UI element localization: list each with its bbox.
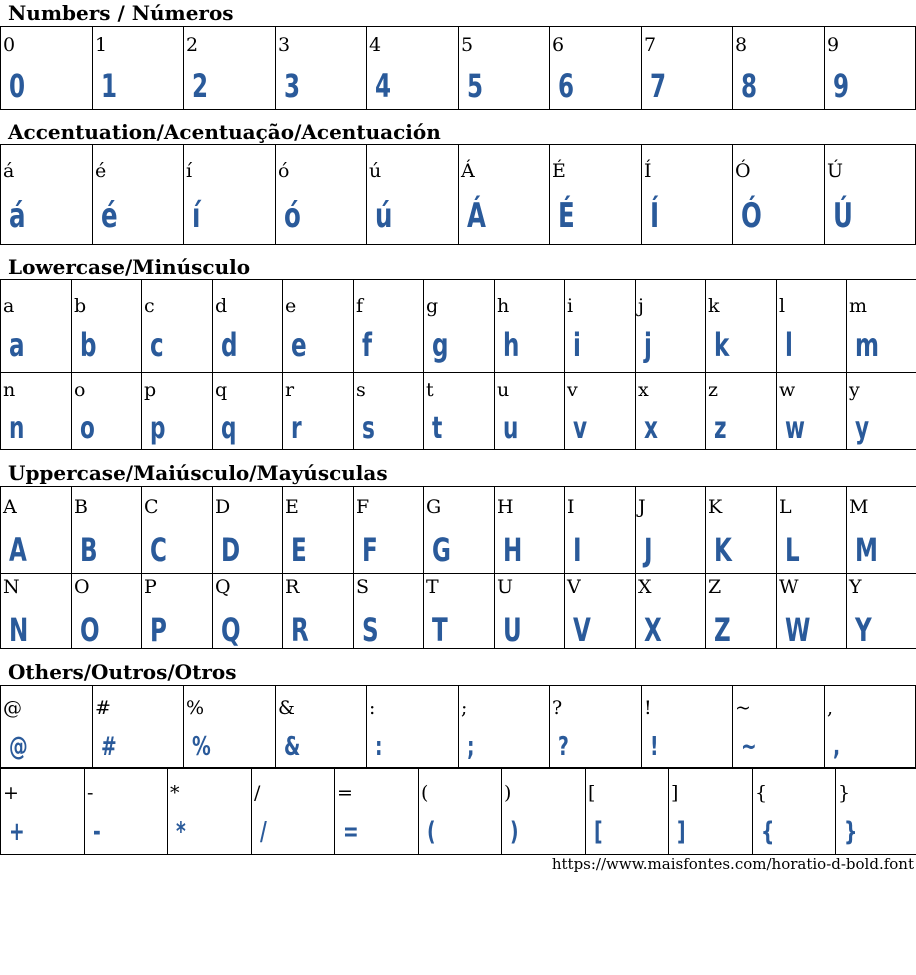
glyph-sample: t xyxy=(432,411,443,446)
glyph-sample: * xyxy=(176,817,186,847)
glyph-cell xyxy=(419,769,502,855)
glyph-label: 4 xyxy=(369,34,382,56)
glyph-cell xyxy=(586,769,669,855)
glyph-label: Q xyxy=(215,576,231,598)
glyph-label: A xyxy=(3,496,17,518)
glyph-label: , xyxy=(827,697,834,719)
glyph-cell xyxy=(847,372,916,450)
glyph-sample: A xyxy=(9,531,27,569)
glyph-label: : xyxy=(369,697,376,719)
glyph-sample: Z xyxy=(714,611,731,649)
glyph-label: k xyxy=(708,295,720,317)
glyph-cell xyxy=(424,280,495,373)
glyph-cell xyxy=(142,487,213,574)
glyph-cell xyxy=(424,372,495,450)
glyph-label: L xyxy=(779,496,792,518)
glyph-sample: 3 xyxy=(284,67,301,105)
glyph-cell xyxy=(495,487,565,574)
glyph-sample: R xyxy=(291,611,309,649)
glyph-cell xyxy=(706,487,777,574)
glyph-sample: T xyxy=(432,611,448,649)
glyph-label: g xyxy=(426,295,439,317)
glyph-sample: 9 xyxy=(833,67,850,105)
glyph-cell xyxy=(459,145,550,245)
glyph-label: @ xyxy=(3,697,22,719)
glyph-cell xyxy=(213,372,283,450)
glyph-label: R xyxy=(285,576,300,598)
glyph-cell xyxy=(1,573,72,649)
glyph-label: 2 xyxy=(186,34,199,56)
glyph-cell xyxy=(1,280,72,373)
glyph-label: H xyxy=(497,496,514,518)
glyph-cell xyxy=(142,573,213,649)
glyph-cell xyxy=(836,769,916,855)
glyph-label: e xyxy=(285,295,297,317)
glyph-sample: + xyxy=(9,817,25,847)
glyph-cell xyxy=(335,769,419,855)
glyph-sample: C xyxy=(150,531,167,569)
glyph-cell xyxy=(847,487,916,574)
glyph-sample: p xyxy=(150,411,166,446)
glyph-sample: 0 xyxy=(9,67,26,105)
glyph-cell xyxy=(142,372,213,450)
glyph-sample: 6 xyxy=(558,67,575,105)
glyph-label: l xyxy=(779,295,786,317)
glyph-sample: á xyxy=(9,196,26,236)
glyph-cell xyxy=(825,145,916,245)
glyph-label: d xyxy=(215,295,228,317)
glyph-sample: v xyxy=(573,411,588,446)
glyph-label: ] xyxy=(671,782,679,804)
glyph-cell xyxy=(459,27,550,110)
glyph-sample: F xyxy=(362,531,378,569)
glyph-sample: ] xyxy=(677,817,686,847)
glyph-cell xyxy=(565,280,636,373)
glyph-cell xyxy=(1,145,93,245)
glyph-label: T xyxy=(426,576,439,598)
uppercase-grid-row1 xyxy=(0,486,916,574)
glyph-label: f xyxy=(356,295,364,317)
glyph-label: C xyxy=(144,496,159,518)
glyph-label: ó xyxy=(278,160,290,182)
glyph-label: é xyxy=(95,160,107,182)
glyph-cell xyxy=(777,280,847,373)
glyph-cell xyxy=(354,487,424,574)
glyph-label: M xyxy=(849,496,869,518)
glyph-sample: g xyxy=(432,326,449,364)
glyph-cell xyxy=(706,280,777,373)
glyph-sample: B xyxy=(80,531,98,569)
glyph-label: D xyxy=(215,496,231,518)
glyph-label: S xyxy=(356,576,370,598)
glyph-cell xyxy=(1,372,72,450)
glyph-label: 7 xyxy=(644,34,657,56)
glyph-label: p xyxy=(144,379,157,401)
glyph-sample: r xyxy=(291,411,302,446)
glyph-sample: Í xyxy=(650,196,660,236)
glyph-sample: ? xyxy=(558,732,569,762)
section-title-numbers: Numbers / Números xyxy=(8,1,234,25)
glyph-label: 3 xyxy=(278,34,291,56)
glyph-sample: K xyxy=(714,531,732,569)
glyph-label: 1 xyxy=(95,34,108,56)
glyph-cell xyxy=(1,769,85,855)
footer-url: https://www.maisfontes.com/horatio-d-bold.font xyxy=(551,855,914,873)
glyph-cell xyxy=(636,487,706,574)
glyph-cell xyxy=(354,573,424,649)
glyph-sample: H xyxy=(503,531,523,569)
glyph-sample: - xyxy=(93,817,101,847)
glyph-cell xyxy=(184,686,276,768)
glyph-label: É xyxy=(552,160,566,182)
glyph-sample: ú xyxy=(375,196,393,236)
glyph-sample: N xyxy=(9,611,29,649)
glyph-label: ~ xyxy=(735,697,751,719)
glyph-label: Y xyxy=(849,576,862,598)
glyph-sample: b xyxy=(80,326,97,364)
glyph-cell xyxy=(354,280,424,373)
glyph-cell xyxy=(777,573,847,649)
section-title-others: Others/Outros/Otros xyxy=(8,660,237,684)
glyph-sample: 8 xyxy=(741,67,758,105)
glyph-label: r xyxy=(285,379,295,401)
glyph-label: z xyxy=(708,379,719,401)
glyph-sample: U xyxy=(503,611,522,649)
glyph-label: o xyxy=(74,379,86,401)
glyph-cell xyxy=(642,27,733,110)
glyph-label: X xyxy=(638,576,652,598)
glyph-sample: 2 xyxy=(192,67,209,105)
glyph-cell xyxy=(495,573,565,649)
glyph-cell xyxy=(459,686,550,768)
glyph-sample: @ xyxy=(9,732,28,762)
glyph-sample: q xyxy=(221,411,237,446)
glyph-sample: w xyxy=(785,411,805,446)
glyph-cell xyxy=(825,686,916,768)
glyph-cell xyxy=(72,573,142,649)
glyph-cell xyxy=(636,280,706,373)
glyph-cell xyxy=(706,372,777,450)
glyph-label: [ xyxy=(588,782,596,804)
glyph-sample: M xyxy=(855,531,878,569)
glyph-label: u xyxy=(497,379,510,401)
glyph-label: s xyxy=(356,379,366,401)
glyph-sample: % xyxy=(192,732,211,762)
glyph-cell xyxy=(93,145,184,245)
glyph-cell xyxy=(1,686,93,768)
glyph-sample: Á xyxy=(467,196,486,236)
glyph-label: / xyxy=(254,782,261,804)
glyph-cell xyxy=(733,27,825,110)
glyph-cell xyxy=(706,573,777,649)
glyph-cell xyxy=(495,372,565,450)
glyph-label: K xyxy=(708,496,723,518)
glyph-cell xyxy=(72,487,142,574)
glyph-label: h xyxy=(497,295,510,317)
glyph-cell xyxy=(213,487,283,574)
glyph-sample: # xyxy=(101,732,117,762)
glyph-sample: ; xyxy=(467,732,475,762)
glyph-cell xyxy=(636,372,706,450)
glyph-cell xyxy=(777,487,847,574)
glyph-label: Á xyxy=(461,160,475,182)
glyph-label: ú xyxy=(369,160,382,182)
glyph-cell xyxy=(502,769,586,855)
glyph-cell xyxy=(184,145,276,245)
glyph-label: U xyxy=(497,576,514,598)
glyph-sample: m xyxy=(855,326,880,364)
glyph-cell xyxy=(213,573,283,649)
glyph-sample: c xyxy=(150,326,164,364)
glyph-sample: I xyxy=(573,531,582,569)
glyph-cell xyxy=(550,686,642,768)
glyph-label: t xyxy=(426,379,434,401)
glyph-cell xyxy=(276,686,367,768)
glyph-sample: x xyxy=(644,411,658,446)
glyph-label: ! xyxy=(644,697,652,719)
glyph-cell xyxy=(367,686,459,768)
glyph-sample: & xyxy=(284,732,301,762)
glyph-label: Í xyxy=(644,160,652,182)
glyph-cell xyxy=(733,686,825,768)
glyph-label: E xyxy=(285,496,299,518)
glyph-cell xyxy=(72,372,142,450)
glyph-sample: í xyxy=(192,196,201,236)
glyph-sample: a xyxy=(9,326,25,364)
glyph-sample: } xyxy=(844,817,858,847)
glyph-label: = xyxy=(337,782,353,804)
section-title-accentuation: Accentuation/Acentuação/Acentuación xyxy=(8,120,441,144)
glyph-label: # xyxy=(95,697,111,719)
glyph-cell xyxy=(424,573,495,649)
glyph-label: ( xyxy=(421,782,429,804)
glyph-cell xyxy=(825,27,916,110)
glyph-sample: : xyxy=(375,732,383,762)
others-grid-row1 xyxy=(0,685,916,768)
glyph-label: F xyxy=(356,496,370,518)
glyph-label: q xyxy=(215,379,228,401)
glyph-label: í xyxy=(186,160,193,182)
glyph-sample: 7 xyxy=(650,67,667,105)
glyph-label: w xyxy=(779,379,796,401)
glyph-sample: o xyxy=(80,411,95,446)
glyph-cell xyxy=(276,27,367,110)
glyph-label: V xyxy=(567,576,581,598)
glyph-cell xyxy=(495,280,565,373)
glyph-cell xyxy=(642,686,733,768)
glyph-label: 0 xyxy=(3,34,16,56)
numbers-grid xyxy=(0,26,916,110)
glyph-cell xyxy=(565,487,636,574)
glyph-sample: ) xyxy=(510,817,519,847)
glyph-label: 8 xyxy=(735,34,748,56)
glyph-sample: f xyxy=(362,326,373,364)
glyph-label: n xyxy=(3,379,16,401)
glyph-cell xyxy=(85,769,168,855)
glyph-sample: / xyxy=(260,817,267,847)
glyph-sample: ! xyxy=(650,732,659,762)
glyph-label: P xyxy=(144,576,157,598)
uppercase-grid-row2 xyxy=(0,573,916,649)
glyph-sample: [ xyxy=(594,817,603,847)
glyph-label: a xyxy=(3,295,15,317)
glyph-sample: V xyxy=(573,611,591,649)
glyph-cell xyxy=(847,280,916,373)
glyph-label: - xyxy=(87,782,94,804)
glyph-sample: 4 xyxy=(375,67,392,105)
glyph-cell xyxy=(1,487,72,574)
glyph-sample: ~ xyxy=(741,732,757,762)
glyph-sample: u xyxy=(503,411,519,446)
glyph-cell xyxy=(276,145,367,245)
glyph-sample: P xyxy=(150,611,167,649)
glyph-label: * xyxy=(170,782,180,804)
glyph-label: I xyxy=(567,496,575,518)
lowercase-grid-row1 xyxy=(0,279,916,373)
glyph-cell xyxy=(168,769,252,855)
glyph-label: b xyxy=(74,295,87,317)
glyph-sample: E xyxy=(291,531,307,569)
glyph-label: Z xyxy=(708,576,722,598)
glyph-cell xyxy=(1,27,93,110)
section-title-uppercase: Uppercase/Maiúsculo/Mayúsculas xyxy=(8,461,388,485)
glyph-label: O xyxy=(74,576,90,598)
glyph-label: 9 xyxy=(827,34,840,56)
glyph-cell xyxy=(636,573,706,649)
glyph-label: W xyxy=(779,576,799,598)
glyph-label: ) xyxy=(504,782,512,804)
glyph-label: % xyxy=(186,697,205,719)
glyph-cell xyxy=(733,145,825,245)
glyph-sample: y xyxy=(855,411,870,446)
glyph-cell xyxy=(565,372,636,450)
glyph-sample: J xyxy=(644,531,653,569)
glyph-cell xyxy=(252,769,335,855)
glyph-sample: é xyxy=(101,196,118,236)
glyph-sample: i xyxy=(573,326,581,364)
glyph-cell xyxy=(424,487,495,574)
glyph-sample: W xyxy=(785,611,811,649)
glyph-cell xyxy=(184,27,276,110)
glyph-label: Ú xyxy=(827,160,844,182)
glyph-label: Ó xyxy=(735,160,751,182)
glyph-cell xyxy=(283,573,354,649)
lowercase-grid-row2 xyxy=(0,372,916,450)
glyph-label: 6 xyxy=(552,34,565,56)
glyph-label: G xyxy=(426,496,442,518)
glyph-label: y xyxy=(849,379,860,401)
glyph-label: { xyxy=(755,782,768,804)
glyph-label: J xyxy=(638,496,646,518)
glyph-label: & xyxy=(278,697,295,719)
glyph-sample: s xyxy=(362,411,375,446)
glyph-label: j xyxy=(638,295,644,317)
glyph-label: B xyxy=(74,496,88,518)
glyph-cell xyxy=(367,145,459,245)
glyph-cell xyxy=(72,280,142,373)
glyph-label: c xyxy=(144,295,155,317)
glyph-label: ; xyxy=(461,697,468,719)
glyph-sample: ( xyxy=(427,817,436,847)
glyph-sample: , xyxy=(833,732,841,762)
glyph-label: 5 xyxy=(461,34,474,56)
glyph-cell xyxy=(93,27,184,110)
glyph-sample: ó xyxy=(284,196,301,236)
glyph-sample: j xyxy=(644,326,652,364)
glyph-sample: l xyxy=(785,326,793,364)
glyph-cell xyxy=(642,145,733,245)
glyph-sample: e xyxy=(291,326,307,364)
glyph-cell xyxy=(283,487,354,574)
glyph-sample: L xyxy=(785,531,800,569)
glyph-label: x xyxy=(638,379,649,401)
glyph-label: v xyxy=(567,379,578,401)
glyph-cell xyxy=(777,372,847,450)
glyph-cell xyxy=(283,280,354,373)
glyph-cell xyxy=(550,27,642,110)
glyph-cell xyxy=(142,280,213,373)
glyph-sample: z xyxy=(714,411,727,446)
glyph-sample: h xyxy=(503,326,520,364)
glyph-sample: n xyxy=(9,411,25,446)
glyph-cell xyxy=(847,573,916,649)
glyph-cell xyxy=(354,372,424,450)
glyph-label: ? xyxy=(552,697,563,719)
glyph-sample: G xyxy=(432,531,451,569)
glyph-sample: O xyxy=(80,611,100,649)
glyph-label: m xyxy=(849,295,868,317)
glyph-sample: Ó xyxy=(741,196,762,236)
glyph-sample: X xyxy=(644,611,662,649)
glyph-label: + xyxy=(3,782,19,804)
glyph-sample: Y xyxy=(855,611,872,649)
glyph-sample: 1 xyxy=(101,67,118,105)
glyph-sample: D xyxy=(221,531,241,569)
glyph-label: N xyxy=(3,576,20,598)
glyph-sample: { xyxy=(761,817,775,847)
section-title-lowercase: Lowercase/Minúsculo xyxy=(8,255,251,279)
glyph-label: } xyxy=(838,782,851,804)
glyph-sample: É xyxy=(558,196,575,236)
glyph-sample: d xyxy=(221,326,238,364)
others-grid-row2 xyxy=(0,767,916,855)
glyph-sample: S xyxy=(362,611,379,649)
glyph-cell xyxy=(93,686,184,768)
glyph-sample: Q xyxy=(221,611,241,649)
glyph-cell xyxy=(669,769,753,855)
glyph-cell xyxy=(367,27,459,110)
glyph-cell xyxy=(565,573,636,649)
glyph-cell xyxy=(550,145,642,245)
accentuation-grid xyxy=(0,144,916,245)
glyph-label: á xyxy=(3,160,15,182)
glyph-cell xyxy=(283,372,354,450)
glyph-sample: k xyxy=(714,326,730,364)
glyph-sample: Ú xyxy=(833,196,853,236)
glyph-sample: 5 xyxy=(467,67,484,105)
glyph-label: i xyxy=(567,295,574,317)
glyph-sample: = xyxy=(343,817,359,847)
glyph-cell xyxy=(753,769,836,855)
glyph-cell xyxy=(213,280,283,373)
